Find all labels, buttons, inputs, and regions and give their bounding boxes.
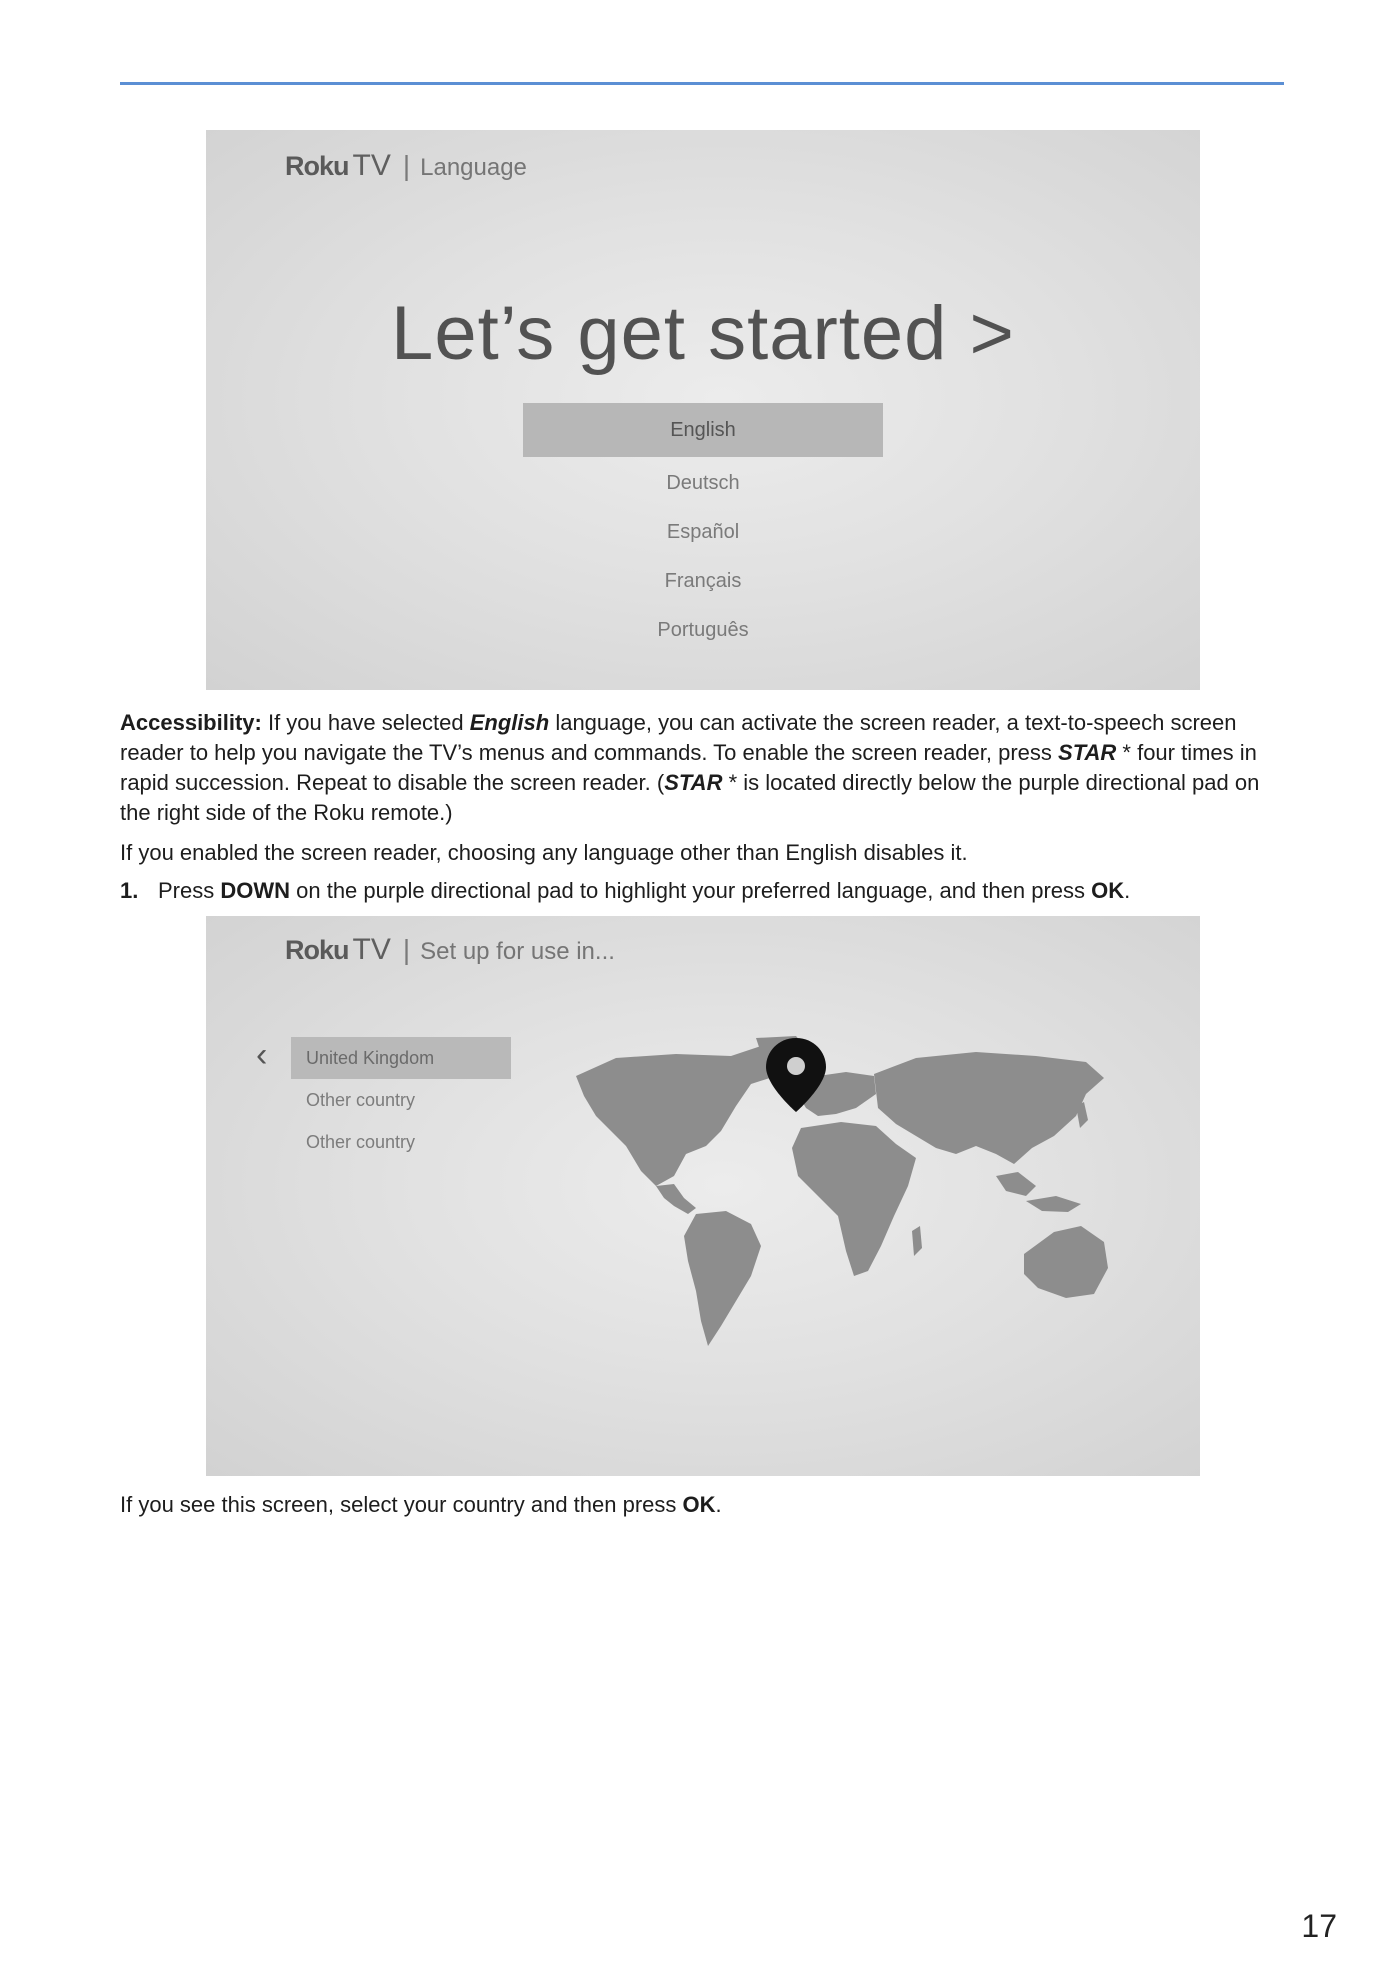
language-option-deutsch[interactable]: Deutsch [666, 472, 740, 494]
header-separator: | [402, 150, 411, 181]
madagascar [912, 1226, 922, 1256]
down-key: DOWN [220, 878, 291, 903]
step-text: . [1124, 878, 1131, 903]
roku-header [285, 933, 615, 967]
roku-logo: Roku [285, 151, 349, 181]
step-1 [120, 876, 1280, 906]
southeast-asia [996, 1172, 1036, 1196]
chevron-left-icon[interactable]: ‹ [256, 1036, 268, 1074]
country-option-other[interactable]: Other country [306, 1132, 416, 1152]
roku-tv-label: TV [352, 149, 391, 182]
language-option-english[interactable]: English [523, 403, 883, 457]
screen-reader-note: If you enabled the screen reader, choosing any language other than English disables it. [120, 840, 968, 865]
language-list [523, 403, 883, 653]
roku-logo: Roku [285, 935, 349, 965]
accessibility-paragraph [120, 708, 1280, 828]
africa [792, 1122, 916, 1276]
accessibility-text: language, you can activate the screen reader, a text-to-speech screen reader to help you navigate the TV’s menus and commands. To enable the screen reader, press [120, 710, 1237, 765]
screen-section-title: Language [420, 154, 527, 181]
country-option-united-kingdom[interactable]: United Kingdom [291, 1037, 511, 1079]
english-emphasis: English [469, 710, 550, 735]
world-map-icon [556, 1036, 1126, 1366]
ok-key: OK [682, 1492, 716, 1517]
step-number: 1. [120, 878, 139, 903]
language-option-portugues[interactable]: Português [657, 619, 749, 641]
accessibility-text: If you have selected [261, 710, 470, 735]
header-separator: | [402, 934, 411, 965]
country-instruction-text: . [715, 1492, 722, 1517]
step-text: on the purple directional pad to highlight your preferred language, and then press [290, 878, 1092, 903]
language-screen-image [206, 130, 1200, 690]
star-key-emphasis: STAR [1058, 740, 1117, 765]
roku-header [285, 149, 527, 183]
header-rule [120, 82, 1284, 85]
roku-tv-label: TV [352, 933, 391, 966]
asia [874, 1052, 1104, 1164]
star-key-emphasis: STAR [664, 770, 723, 795]
australia [1024, 1226, 1108, 1298]
country-screen-image [206, 916, 1200, 1476]
language-option-francais[interactable]: Français [664, 570, 742, 592]
north-america [576, 1046, 791, 1186]
ok-key: OK [1091, 878, 1125, 903]
country-option-other[interactable]: Other country [306, 1090, 416, 1110]
japan [1076, 1102, 1088, 1128]
central-america [656, 1184, 696, 1214]
accessibility-text: * is located directly below the purple directional pad on the right side of the Roku remote.) [120, 770, 1260, 825]
page-number: 17 [1301, 1908, 1337, 1944]
south-america [684, 1211, 761, 1346]
accessibility-text: * four times in rapid succession. Repeat to disable the screen reader. ( [120, 740, 1257, 795]
step-text: Press [158, 878, 221, 903]
language-option-espanol[interactable]: Español [666, 521, 740, 543]
headline: Let’s get started > [391, 291, 1015, 376]
screen-section-title: Set up for use in... [420, 938, 615, 965]
country-instruction-text: If you see this screen, select your country and then press [120, 1492, 683, 1517]
indonesia [1026, 1196, 1081, 1212]
country-list [291, 1037, 511, 1163]
country-instruction [120, 1490, 1280, 1520]
accessibility-label: Accessibility: [120, 710, 262, 735]
